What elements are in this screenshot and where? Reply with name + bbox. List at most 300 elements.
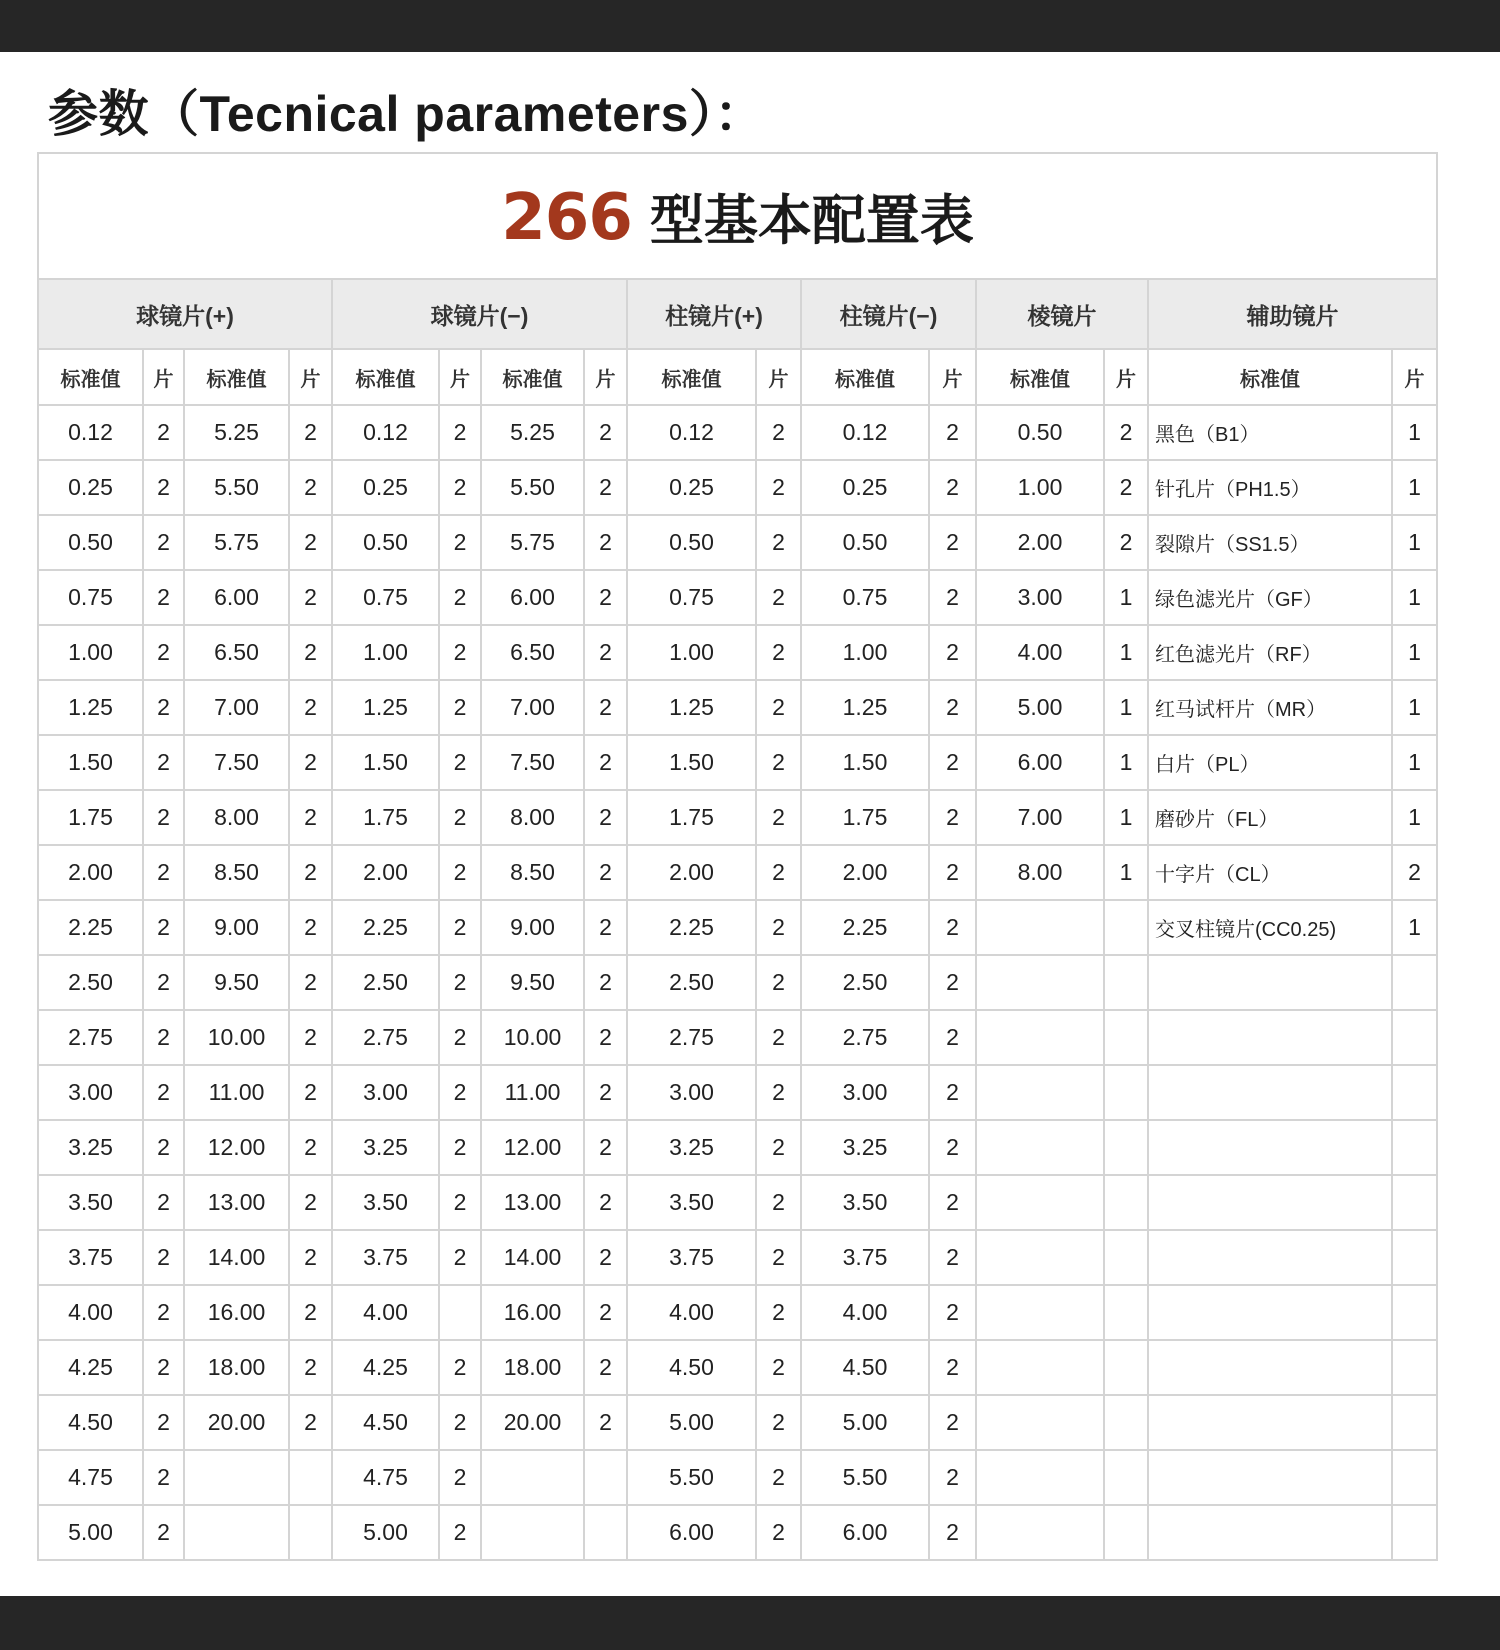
cell-pieces	[1392, 1285, 1437, 1340]
cell-standard-value	[1148, 1010, 1392, 1065]
cell-pieces: 2	[439, 1340, 481, 1395]
cell-pieces: 2	[584, 1010, 627, 1065]
table-title	[38, 153, 1437, 279]
cell-standard-value: 4.25	[38, 1340, 143, 1395]
cell-pieces: 2	[143, 405, 184, 460]
cell-pieces: 2	[584, 735, 627, 790]
sub-header-pieces: 片	[756, 349, 801, 405]
cell-standard-value: 1.75	[627, 790, 756, 845]
table-row	[38, 1175, 1437, 1230]
cell-pieces: 2	[929, 1395, 976, 1450]
cell-standard-value: 2.50	[627, 955, 756, 1010]
cell-pieces: 2	[929, 845, 976, 900]
cell-pieces: 2	[289, 955, 332, 1010]
cell-pieces: 2	[143, 1065, 184, 1120]
cell-pieces	[1104, 1175, 1148, 1230]
cell-pieces: 2	[929, 1450, 976, 1505]
table-row	[38, 625, 1437, 680]
cell-pieces	[1392, 1450, 1437, 1505]
cell-pieces: 2	[289, 900, 332, 955]
cell-standard-value: 20.00	[184, 1395, 289, 1450]
cell-standard-value	[976, 1285, 1104, 1340]
cell-standard-value: 12.00	[184, 1120, 289, 1175]
cell-pieces: 2	[929, 955, 976, 1010]
cell-standard-value: 10.00	[481, 1010, 584, 1065]
cell-standard-value: 6.00	[184, 570, 289, 625]
cell-standard-value: 5.50	[184, 460, 289, 515]
cell-pieces: 2	[143, 570, 184, 625]
cell-standard-value	[976, 1120, 1104, 1175]
cell-standard-value	[1148, 1450, 1392, 1505]
cell-standard-value: 12.00	[481, 1120, 584, 1175]
cell-standard-value	[976, 1010, 1104, 1065]
cell-standard-value: 0.25	[801, 460, 929, 515]
cell-pieces	[1392, 1120, 1437, 1175]
cell-pieces: 2	[143, 955, 184, 1010]
page-heading: 参数（Tecnical parameters）：	[48, 86, 765, 142]
bottom-dark-bar	[0, 1596, 1500, 1650]
cell-pieces: 1	[1392, 460, 1437, 515]
cell-standard-value	[1148, 1120, 1392, 1175]
cell-pieces: 2	[929, 1120, 976, 1175]
cell-pieces	[1392, 1340, 1437, 1395]
cell-pieces: 2	[439, 955, 481, 1010]
cell-standard-value: 0.50	[38, 515, 143, 570]
cell-standard-value: 4.50	[38, 1395, 143, 1450]
cell-pieces: 2	[929, 1340, 976, 1395]
cell-pieces: 2	[439, 900, 481, 955]
group-header-cylinder-minus: 柱镜片(−)	[801, 279, 976, 349]
cell-standard-value: 5.75	[481, 515, 584, 570]
cell-pieces: 2	[143, 1505, 184, 1560]
sub-header-standard-value: 标准值	[627, 349, 756, 405]
cell-pieces: 2	[584, 625, 627, 680]
cell-pieces: 2	[439, 515, 481, 570]
cell-standard-value: 3.00	[801, 1065, 929, 1120]
cell-standard-value	[976, 1340, 1104, 1395]
cell-standard-value: 5.25	[481, 405, 584, 460]
cell-standard-value: 针孔片（PH1.5）	[1148, 460, 1392, 515]
cell-pieces: 2	[439, 1010, 481, 1065]
cell-pieces	[584, 1505, 627, 1560]
cell-pieces: 2	[929, 1285, 976, 1340]
cell-standard-value: 0.12	[627, 405, 756, 460]
table-row	[38, 1395, 1437, 1450]
cell-standard-value: 9.50	[481, 955, 584, 1010]
cell-standard-value: 7.00	[184, 680, 289, 735]
cell-standard-value: 1.25	[801, 680, 929, 735]
cell-standard-value: 3.00	[976, 570, 1104, 625]
cell-pieces: 2	[439, 1230, 481, 1285]
cell-pieces: 2	[143, 1175, 184, 1230]
cell-pieces: 2	[439, 625, 481, 680]
cell-standard-value	[184, 1450, 289, 1505]
cell-pieces: 2	[929, 570, 976, 625]
cell-standard-value: 6.00	[801, 1505, 929, 1560]
cell-standard-value: 3.25	[332, 1120, 439, 1175]
table-title-text: 型基本配置表	[649, 187, 974, 252]
cell-standard-value	[976, 1505, 1104, 1560]
cell-pieces: 2	[756, 1065, 801, 1120]
cell-standard-value: 5.00	[976, 680, 1104, 735]
sub-header-pieces: 片	[1392, 349, 1437, 405]
cell-standard-value: 2.00	[627, 845, 756, 900]
cell-standard-value: 2.75	[332, 1010, 439, 1065]
cell-pieces: 2	[756, 790, 801, 845]
table-row	[38, 1065, 1437, 1120]
sub-header-row	[38, 349, 1437, 405]
cell-standard-value: 13.00	[481, 1175, 584, 1230]
cell-standard-value: 1.25	[627, 680, 756, 735]
cell-standard-value	[481, 1450, 584, 1505]
cell-standard-value: 6.00	[481, 570, 584, 625]
cell-standard-value: 4.50	[801, 1340, 929, 1395]
cell-standard-value: 5.75	[184, 515, 289, 570]
cell-standard-value: 交叉柱镜片(CC0.25)	[1148, 900, 1392, 955]
cell-pieces: 2	[143, 680, 184, 735]
group-header-auxiliary: 辅助镜片	[1148, 279, 1437, 349]
cell-pieces: 2	[143, 845, 184, 900]
cell-standard-value: 1.00	[332, 625, 439, 680]
cell-standard-value: 0.25	[332, 460, 439, 515]
cell-pieces: 2	[289, 1340, 332, 1395]
cell-pieces: 2	[929, 680, 976, 735]
top-dark-bar	[0, 0, 1500, 52]
table-row	[38, 1285, 1437, 1340]
cell-standard-value: 3.50	[627, 1175, 756, 1230]
cell-pieces: 2	[584, 955, 627, 1010]
cell-standard-value: 3.25	[38, 1120, 143, 1175]
cell-pieces: 2	[143, 735, 184, 790]
cell-standard-value: 1.25	[332, 680, 439, 735]
cell-pieces: 2	[143, 1395, 184, 1450]
cell-standard-value: 1.75	[801, 790, 929, 845]
cell-standard-value: 2.25	[332, 900, 439, 955]
cell-standard-value: 十字片（CL）	[1148, 845, 1392, 900]
cell-standard-value: 16.00	[184, 1285, 289, 1340]
cell-standard-value: 7.50	[184, 735, 289, 790]
cell-standard-value: 0.75	[38, 570, 143, 625]
cell-pieces: 2	[143, 1450, 184, 1505]
cell-standard-value: 3.75	[332, 1230, 439, 1285]
cell-pieces: 1	[1392, 900, 1437, 955]
cell-standard-value: 1.00	[38, 625, 143, 680]
cell-pieces: 2	[929, 1065, 976, 1120]
table-row	[38, 1010, 1437, 1065]
cell-pieces: 2	[439, 735, 481, 790]
cell-pieces: 2	[756, 405, 801, 460]
sub-header-standard-value: 标准值	[1148, 349, 1392, 405]
cell-pieces: 2	[756, 735, 801, 790]
cell-standard-value: 4.00	[38, 1285, 143, 1340]
table-row	[38, 1340, 1437, 1395]
cell-standard-value	[976, 1450, 1104, 1505]
cell-standard-value: 0.12	[332, 405, 439, 460]
cell-standard-value: 14.00	[481, 1230, 584, 1285]
cell-pieces: 2	[929, 1175, 976, 1230]
cell-pieces: 2	[289, 680, 332, 735]
cell-standard-value: 1.50	[332, 735, 439, 790]
cell-pieces: 2	[439, 405, 481, 460]
cell-standard-value: 9.50	[184, 955, 289, 1010]
cell-pieces: 2	[756, 1175, 801, 1230]
cell-standard-value: 红色滤光片（RF）	[1148, 625, 1392, 680]
cell-standard-value	[1148, 1340, 1392, 1395]
cell-standard-value: 8.50	[184, 845, 289, 900]
cell-standard-value	[184, 1505, 289, 1560]
cell-standard-value: 0.12	[801, 405, 929, 460]
cell-standard-value: 4.75	[332, 1450, 439, 1505]
cell-standard-value: 0.75	[801, 570, 929, 625]
cell-standard-value: 1.50	[627, 735, 756, 790]
cell-pieces: 2	[584, 680, 627, 735]
cell-pieces: 2	[439, 1450, 481, 1505]
cell-pieces: 2	[584, 405, 627, 460]
cell-standard-value: 1.25	[38, 680, 143, 735]
cell-standard-value: 10.00	[184, 1010, 289, 1065]
cell-pieces	[1392, 1230, 1437, 1285]
cell-pieces: 2	[929, 790, 976, 845]
cell-standard-value: 3.00	[627, 1065, 756, 1120]
cell-pieces: 2	[1392, 845, 1437, 900]
cell-standard-value: 1.00	[627, 625, 756, 680]
sub-header-pieces: 片	[1104, 349, 1148, 405]
table-body	[38, 405, 1437, 1560]
table-row	[38, 460, 1437, 515]
cell-standard-value: 磨砂片（FL）	[1148, 790, 1392, 845]
cell-standard-value: 3.50	[801, 1175, 929, 1230]
sub-header-standard-value: 标准值	[481, 349, 584, 405]
table-row	[38, 735, 1437, 790]
cell-pieces: 2	[143, 1230, 184, 1285]
cell-standard-value: 1.00	[801, 625, 929, 680]
table-row	[38, 515, 1437, 570]
cell-standard-value: 20.00	[481, 1395, 584, 1450]
group-header-sphere-minus: 球镜片(−)	[332, 279, 627, 349]
cell-pieces: 2	[289, 460, 332, 515]
cell-standard-value: 7.00	[976, 790, 1104, 845]
cell-pieces: 2	[584, 1065, 627, 1120]
cell-standard-value: 3.25	[627, 1120, 756, 1175]
cell-standard-value	[1148, 1065, 1392, 1120]
cell-pieces: 2	[929, 1505, 976, 1560]
cell-standard-value: 2.75	[627, 1010, 756, 1065]
cell-pieces: 1	[1392, 405, 1437, 460]
cell-pieces: 1	[1104, 680, 1148, 735]
group-header-row	[38, 279, 1437, 349]
cell-standard-value	[976, 1065, 1104, 1120]
cell-pieces: 2	[289, 1395, 332, 1450]
cell-pieces	[1392, 1065, 1437, 1120]
cell-standard-value: 3.50	[38, 1175, 143, 1230]
cell-standard-value: 18.00	[481, 1340, 584, 1395]
cell-standard-value: 14.00	[184, 1230, 289, 1285]
cell-standard-value: 5.50	[627, 1450, 756, 1505]
cell-standard-value: 16.00	[481, 1285, 584, 1340]
cell-standard-value	[1148, 1505, 1392, 1560]
cell-standard-value: 2.00	[332, 845, 439, 900]
cell-pieces: 1	[1392, 515, 1437, 570]
sub-header-standard-value: 标准值	[332, 349, 439, 405]
cell-pieces: 2	[289, 625, 332, 680]
cell-standard-value: 6.00	[627, 1505, 756, 1560]
cell-standard-value	[1148, 1395, 1392, 1450]
cell-pieces: 1	[1392, 790, 1437, 845]
cell-pieces	[1104, 1065, 1148, 1120]
cell-pieces: 2	[143, 900, 184, 955]
cell-standard-value: 4.00	[332, 1285, 439, 1340]
cell-pieces	[1104, 1395, 1148, 1450]
cell-standard-value	[1148, 1230, 1392, 1285]
cell-pieces: 2	[756, 460, 801, 515]
cell-standard-value: 8.50	[481, 845, 584, 900]
cell-standard-value	[976, 1395, 1104, 1450]
cell-standard-value: 2.50	[332, 955, 439, 1010]
sub-header-pieces: 片	[439, 349, 481, 405]
cell-pieces: 1	[1104, 570, 1148, 625]
cell-pieces: 2	[929, 515, 976, 570]
cell-pieces	[1392, 1175, 1437, 1230]
cell-standard-value: 4.50	[332, 1395, 439, 1450]
cell-pieces: 2	[439, 1120, 481, 1175]
cell-pieces: 2	[584, 570, 627, 625]
cell-pieces: 2	[289, 1230, 332, 1285]
cell-pieces	[1392, 1010, 1437, 1065]
cell-standard-value: 6.50	[481, 625, 584, 680]
cell-pieces: 2	[143, 790, 184, 845]
cell-standard-value: 4.75	[38, 1450, 143, 1505]
cell-standard-value: 0.50	[332, 515, 439, 570]
cell-pieces: 2	[584, 1340, 627, 1395]
group-header-prism: 棱镜片	[976, 279, 1148, 349]
cell-pieces: 2	[756, 625, 801, 680]
cell-pieces: 2	[929, 625, 976, 680]
cell-standard-value: 1.00	[976, 460, 1104, 515]
cell-pieces: 2	[756, 515, 801, 570]
cell-pieces: 2	[929, 735, 976, 790]
cell-pieces: 2	[289, 735, 332, 790]
group-header-sphere-plus: 球镜片(+)	[38, 279, 332, 349]
cell-pieces: 2	[756, 845, 801, 900]
cell-pieces: 2	[584, 1120, 627, 1175]
cell-pieces: 2	[439, 680, 481, 735]
cell-standard-value: 3.00	[38, 1065, 143, 1120]
cell-standard-value: 8.00	[976, 845, 1104, 900]
cell-pieces: 2	[439, 1395, 481, 1450]
cell-standard-value: 3.75	[801, 1230, 929, 1285]
cell-pieces: 2	[929, 405, 976, 460]
cell-standard-value: 18.00	[184, 1340, 289, 1395]
cell-pieces: 2	[439, 1175, 481, 1230]
cell-pieces: 2	[143, 460, 184, 515]
cell-pieces: 1	[1392, 735, 1437, 790]
cell-standard-value: 6.50	[184, 625, 289, 680]
cell-standard-value: 2.50	[38, 955, 143, 1010]
cell-standard-value: 0.25	[627, 460, 756, 515]
cell-standard-value	[976, 1230, 1104, 1285]
cell-pieces	[1104, 1450, 1148, 1505]
cell-pieces: 1	[1392, 570, 1437, 625]
cell-standard-value: 5.00	[38, 1505, 143, 1560]
cell-pieces: 2	[756, 570, 801, 625]
cell-pieces: 2	[584, 1285, 627, 1340]
cell-pieces: 2	[929, 1010, 976, 1065]
cell-standard-value: 1.75	[332, 790, 439, 845]
cell-standard-value: 5.50	[801, 1450, 929, 1505]
cell-standard-value: 0.12	[38, 405, 143, 460]
table-row	[38, 1505, 1437, 1560]
cell-pieces	[289, 1450, 332, 1505]
cell-standard-value: 2.75	[38, 1010, 143, 1065]
cell-pieces: 2	[439, 790, 481, 845]
cell-pieces: 1	[1104, 845, 1148, 900]
cell-pieces: 2	[756, 680, 801, 735]
cell-standard-value: 1.75	[38, 790, 143, 845]
cell-pieces: 2	[756, 1010, 801, 1065]
cell-standard-value: 3.75	[627, 1230, 756, 1285]
cell-pieces: 1	[1104, 625, 1148, 680]
cell-pieces	[439, 1285, 481, 1340]
cell-pieces	[1392, 955, 1437, 1010]
cell-pieces: 2	[756, 1285, 801, 1340]
cell-standard-value: 4.50	[627, 1340, 756, 1395]
cell-pieces: 2	[929, 460, 976, 515]
cell-standard-value	[976, 955, 1104, 1010]
cell-standard-value: 白片（PL）	[1148, 735, 1392, 790]
cell-standard-value: 2.25	[801, 900, 929, 955]
cell-pieces: 2	[289, 1065, 332, 1120]
cell-pieces: 2	[756, 1450, 801, 1505]
cell-standard-value: 1.50	[38, 735, 143, 790]
cell-pieces	[1104, 1285, 1148, 1340]
configuration-table	[37, 152, 1438, 1561]
cell-pieces: 2	[143, 1285, 184, 1340]
cell-pieces: 2	[439, 845, 481, 900]
cell-pieces	[1104, 955, 1148, 1010]
cell-standard-value: 7.50	[481, 735, 584, 790]
model-number: 266	[501, 180, 632, 255]
cell-standard-value: 5.00	[332, 1505, 439, 1560]
cell-standard-value: 2.25	[627, 900, 756, 955]
cell-pieces: 1	[1392, 625, 1437, 680]
cell-standard-value	[481, 1505, 584, 1560]
cell-pieces: 2	[1104, 405, 1148, 460]
cell-pieces: 2	[756, 1395, 801, 1450]
cell-standard-value: 8.00	[184, 790, 289, 845]
cell-pieces: 2	[289, 845, 332, 900]
cell-standard-value: 5.00	[801, 1395, 929, 1450]
cell-standard-value: 红马试杆片（MR）	[1148, 680, 1392, 735]
cell-pieces: 1	[1104, 790, 1148, 845]
cell-pieces	[289, 1505, 332, 1560]
cell-standard-value	[976, 1175, 1104, 1230]
cell-pieces	[1104, 900, 1148, 955]
cell-standard-value: 2.75	[801, 1010, 929, 1065]
cell-pieces: 2	[584, 515, 627, 570]
sub-header-standard-value: 标准值	[38, 349, 143, 405]
cell-pieces: 2	[439, 1065, 481, 1120]
table-row	[38, 1230, 1437, 1285]
cell-standard-value: 0.50	[801, 515, 929, 570]
cell-pieces	[1104, 1340, 1148, 1395]
cell-standard-value: 5.50	[481, 460, 584, 515]
table-row	[38, 1120, 1437, 1175]
cell-standard-value: 2.50	[801, 955, 929, 1010]
cell-standard-value: 0.25	[38, 460, 143, 515]
cell-standard-value: 2.00	[976, 515, 1104, 570]
cell-pieces: 2	[143, 515, 184, 570]
cell-standard-value: 0.75	[332, 570, 439, 625]
